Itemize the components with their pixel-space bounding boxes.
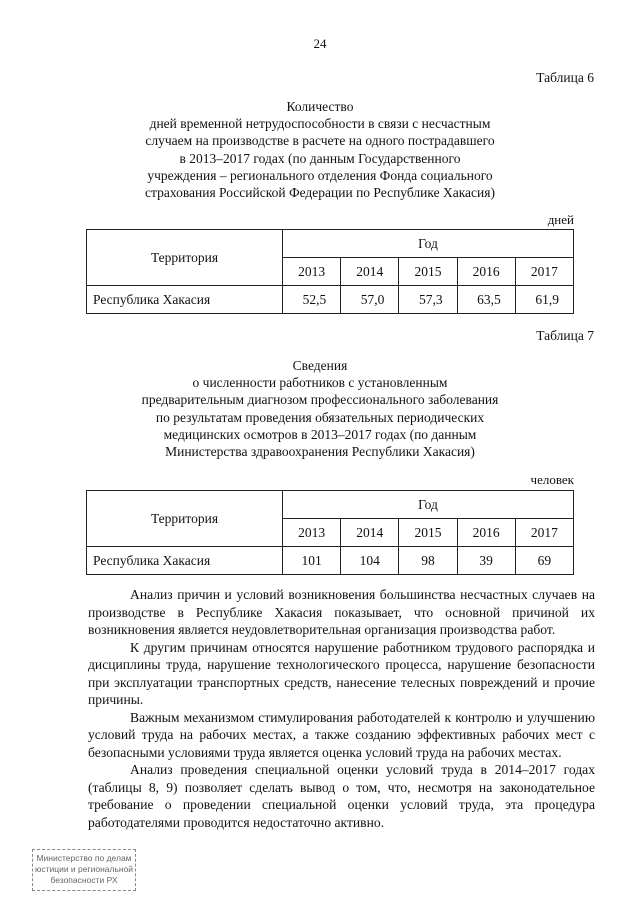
- table6-row-label: Республика Хакасия: [87, 286, 283, 314]
- table6-header-year: Год: [283, 230, 574, 258]
- table7-title-line: предварительным диагнозом профессионального заболевания: [141, 392, 499, 408]
- table6-value-cell: 61,9: [515, 286, 573, 314]
- stamp-line: Министерство по делам: [36, 853, 132, 863]
- table7-header-territory: Территория: [87, 491, 283, 547]
- table7-row-label: Республика Хакасия: [87, 547, 283, 575]
- table7-value-cell: 101: [283, 547, 341, 575]
- stamp-line: безопасности РХ: [50, 875, 118, 885]
- table6-value-cell: 57,0: [341, 286, 399, 314]
- table6-label: Таблица 6: [536, 70, 594, 85]
- table6-title-line: случаем на производстве в расчете на одного пострадавшего: [145, 133, 495, 149]
- table6-year-cell: 2013: [283, 258, 341, 286]
- stamp-line: юстиции и региональной: [34, 864, 134, 874]
- paragraph: Важным механизмом стимулирования работодателей к контролю и улучшению условий труда на рабочих местах, а также созданию эффективных рабочих мест с безопасными условиями труда является оценка условий труда на рабочих местах.: [88, 709, 595, 760]
- table7-value-cell: 104: [341, 547, 399, 575]
- table6-title: [92, 98, 548, 201]
- table7-title: [92, 357, 548, 460]
- table6-title-line: в 2013–2017 годах (по данным Государственного: [179, 150, 461, 166]
- table7-year-cell: 2017: [515, 519, 573, 547]
- table7-title-line: Министерства здравоохранения Республики Хакасия): [165, 444, 475, 460]
- table6-year-cell: 2014: [341, 258, 399, 286]
- table7-title-line: о численности работников с установленным: [192, 375, 448, 391]
- table6-year-cell: 2016: [457, 258, 515, 286]
- table6-title-line: страхования Российской Федерации по Республике Хакасия): [145, 185, 495, 201]
- table7-year-cell: 2015: [399, 519, 457, 547]
- table7-title-line: Сведения: [292, 358, 348, 373]
- paragraph: Анализ причин и условий возникновения большинства несчастных случаев на производстве в Республике Хакасия показывает, что основной причиной их возникновения является неудовлетворительная организация производства работ.: [88, 587, 595, 637]
- table7-title-line: медицинских осмотров в 2013–2017 годах (по данным: [163, 426, 477, 442]
- table6-title-line: учреждения – регионального отделения Фонда социального: [147, 167, 493, 183]
- table7-year-cell: 2014: [341, 519, 399, 547]
- table7-header-year: Год: [283, 491, 574, 519]
- paragraph: Анализ проведения специальной оценки условий труда в 2014–2017 годах (таблицы 8, 9) позволяет сделать вывод о том, что, несмотря на законодательное требование о проведении специальной оценки условий труда, эта процедура работодателями проводится недостаточно активно.: [88, 762, 595, 830]
- table6-year-cell: 2015: [399, 258, 457, 286]
- table7-label: Таблица 7: [536, 328, 594, 343]
- table6-value-cell: 52,5: [283, 286, 341, 314]
- table6-unit: дней: [547, 212, 574, 227]
- table6: [86, 229, 574, 314]
- ministry-stamp: [32, 849, 136, 891]
- table6-year-cell: 2017: [515, 258, 573, 286]
- table7-value-cell: 69: [515, 547, 573, 575]
- table7-value-cell: 98: [399, 547, 457, 575]
- table7-year-cell: 2016: [457, 519, 515, 547]
- table7-value-cell: 39: [457, 547, 515, 575]
- table7: [86, 490, 574, 575]
- table6-header-territory: Территория: [87, 230, 283, 286]
- page-number: 24: [313, 36, 327, 51]
- table6-title-line: Количество: [286, 99, 354, 114]
- body-text: [88, 586, 595, 831]
- table7-title-line: по результатам проведения обязательных периодических: [155, 409, 485, 425]
- table6-value-cell: 63,5: [457, 286, 515, 314]
- table6-value-cell: 57,3: [399, 286, 457, 314]
- table6-title-line: дней временной нетрудоспособности в связи с несчастным: [149, 116, 491, 132]
- table7-year-cell: 2013: [283, 519, 341, 547]
- paragraph: К другим причинам относятся нарушение работником трудового распорядка и дисциплины труда, нарушение технологического процесса, нарушение безопасности при эксплуатации транспортных средств, нанесение телесных повреждений и прочие причины.: [88, 639, 595, 707]
- table7-unit: человек: [530, 472, 574, 487]
